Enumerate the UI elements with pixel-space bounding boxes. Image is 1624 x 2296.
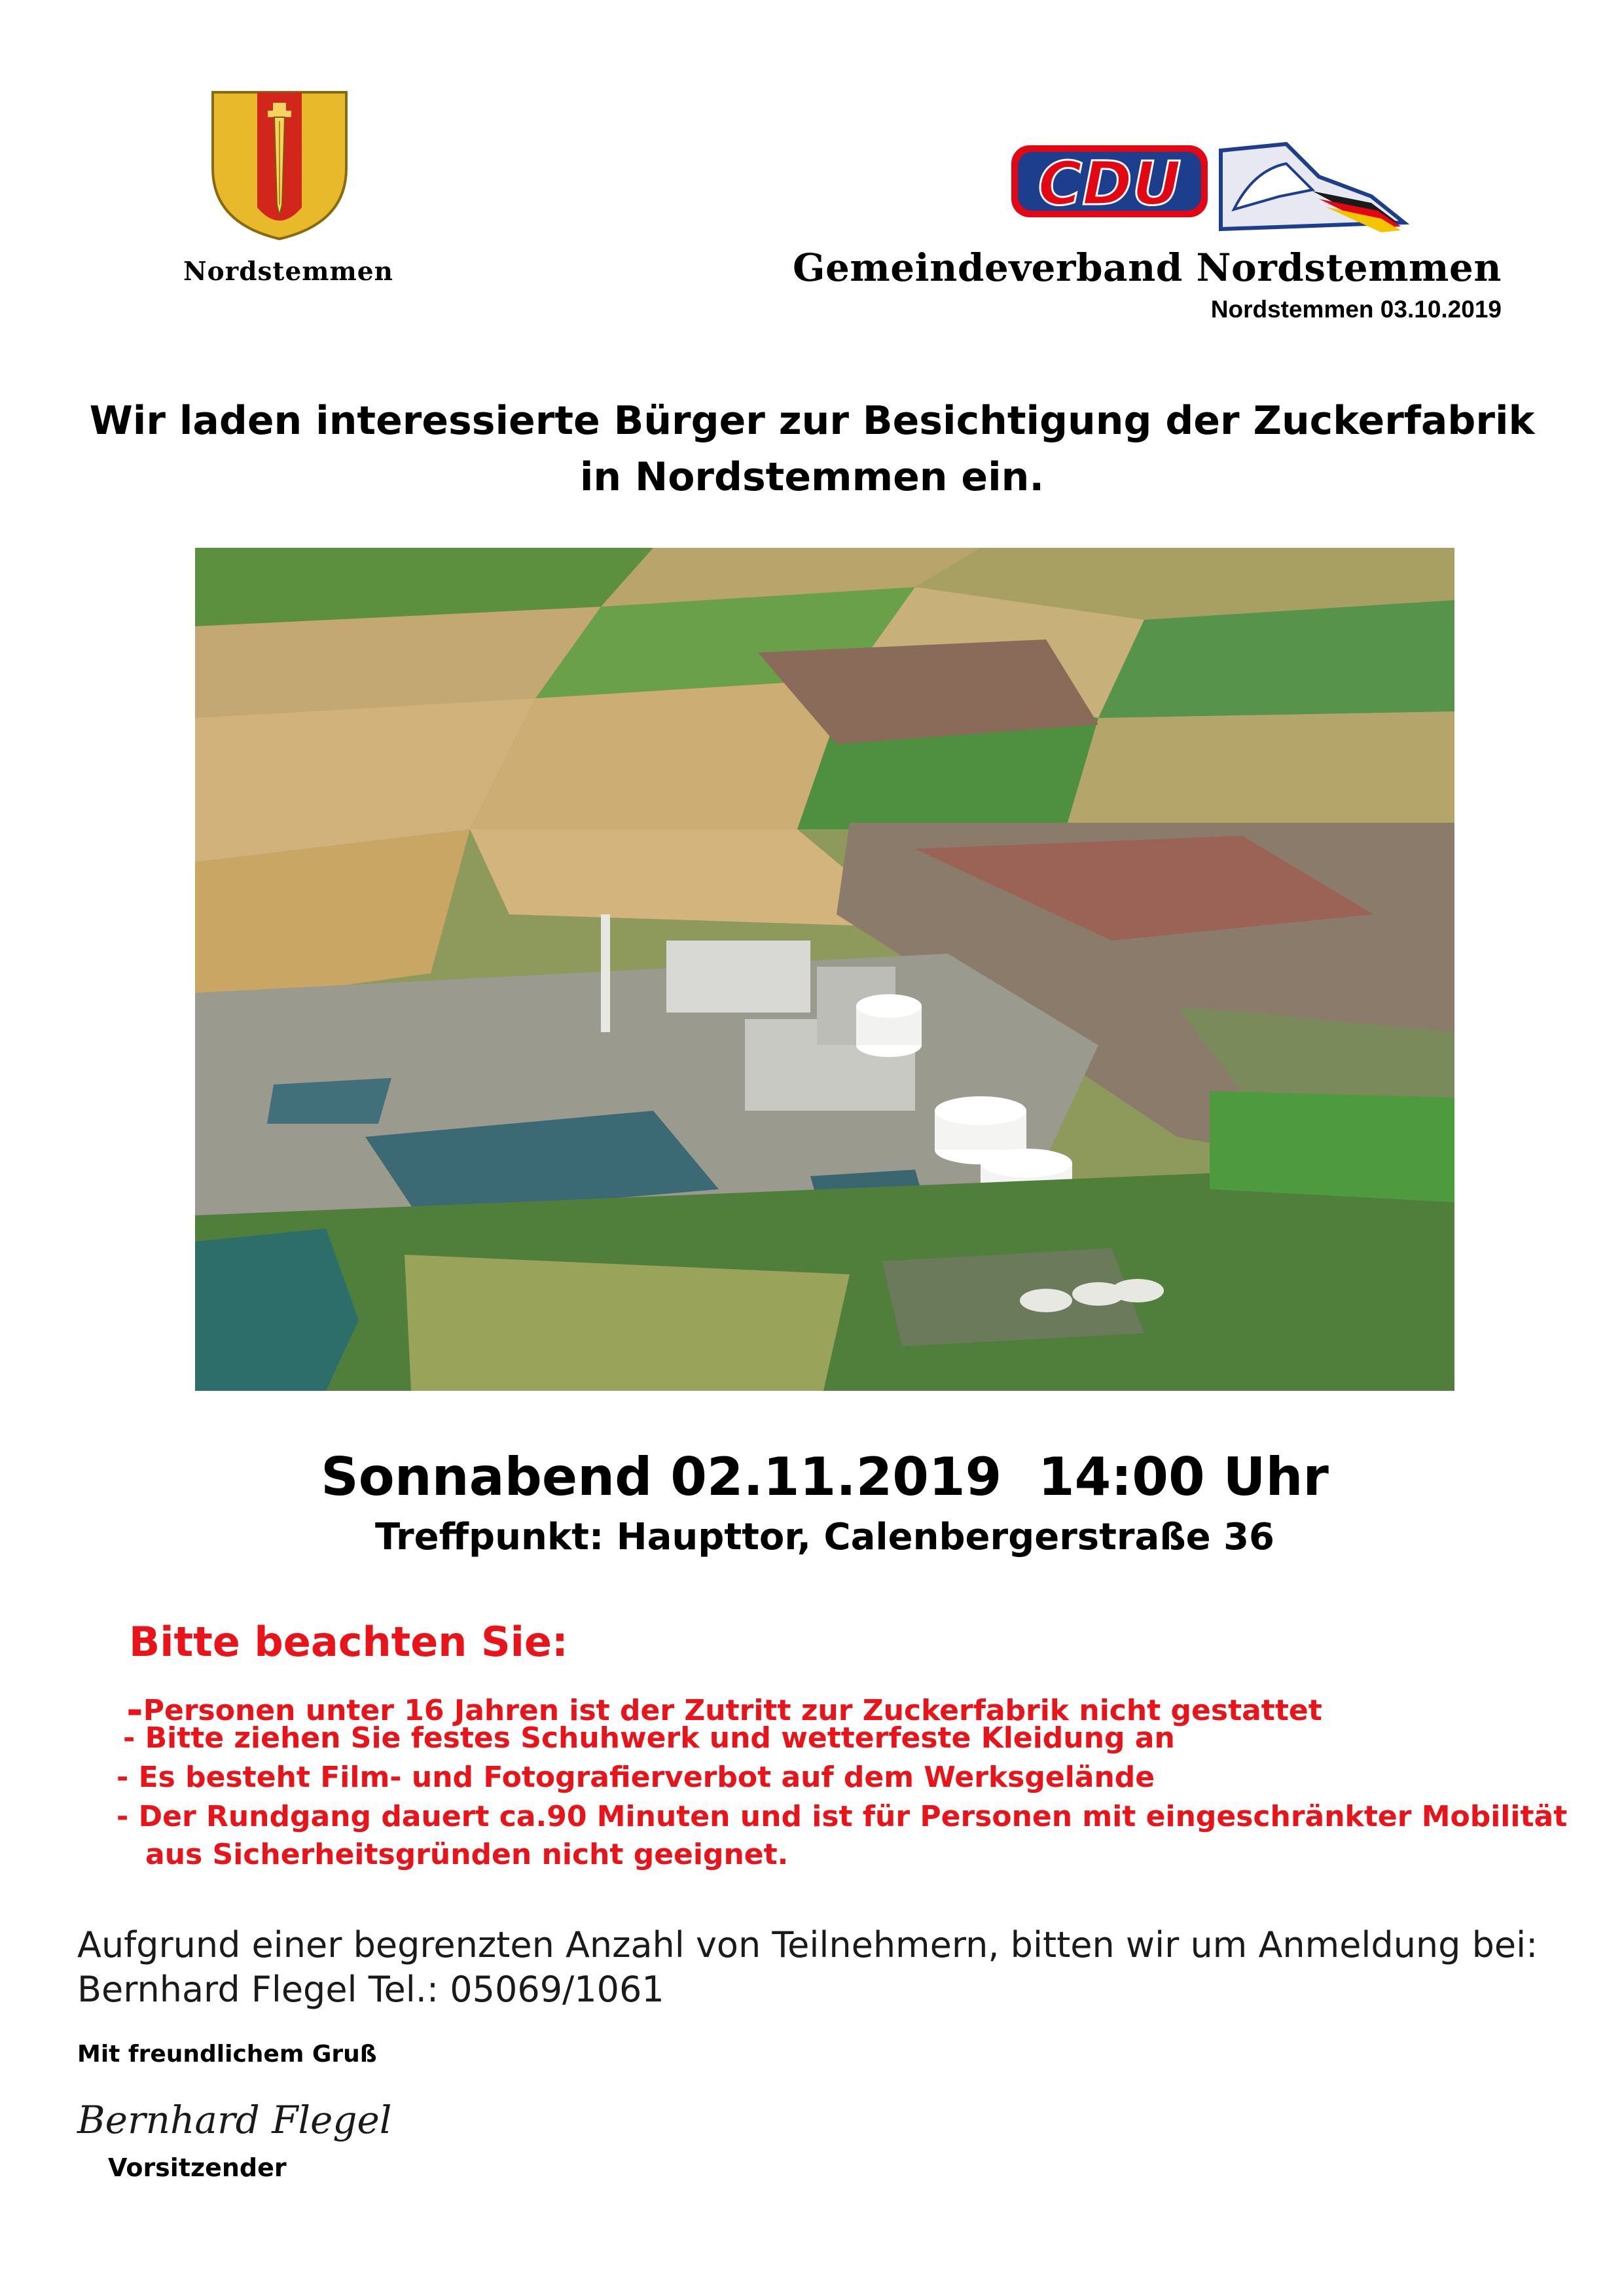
coat-of-arms-logo — [208, 87, 352, 244]
note-item: - Der Rundgang dauert ca.90 Minuten und ist für Personen mit eingeschränkter Mobilität — [117, 1800, 1568, 1833]
note-item: - Es besteht Film- und Fotografierverbot auf dem Werksgelände — [117, 1761, 1155, 1794]
cdu-logo — [1005, 131, 1417, 236]
headline-line-2: in Nordstemmen ein. — [579, 454, 1045, 500]
headline — [65, 393, 1559, 505]
note-item-text: Personen unter 16 Jahren ist der Zutritt zur Zuckerfabrik nicht gestattet — [143, 1694, 1322, 1727]
note-item: -Personen unter 16 Jahren ist der Zutritt zur Zuckerfabrik nicht gestattet — [126, 1686, 1322, 1734]
closing-greeting: Mit freundlichem Gruß — [77, 2041, 377, 2068]
note-item: aus Sicherheitsgründen nicht geeignet. — [145, 1838, 789, 1871]
document-date: Nordstemmen 03.10.2019 — [1210, 296, 1502, 323]
signer-role: Vorsitzender — [108, 2153, 287, 2182]
verband-title: Gemeindeverband Nordstemmen — [792, 245, 1502, 290]
headline-line-1: Wir laden interessierte Bürger zur Besichtigung der Zuckerfabrik — [89, 398, 1535, 444]
meeting-point: Treffpunkt: Haupttor, Calenbergerstraße 36 — [375, 1516, 1274, 1558]
town-label: Nordstemmen — [183, 257, 393, 287]
event-date-time: Sonnabend 02.11.2019 14:00 Uhr — [321, 1446, 1329, 1507]
aerial-photo — [195, 548, 1454, 1391]
notes-title: Bitte beachten Sie: — [129, 1618, 568, 1666]
registration-contact: Bernhard Flegel Tel.: 05069/1061 — [77, 1969, 664, 2010]
note-item: - Bitte ziehen Sie festes Schuhwerk und wetterfeste Kleidung an — [123, 1721, 1175, 1755]
cdu-logo-text: CDU — [1038, 149, 1182, 219]
registration-text: Aufgrund einer begrenzten Anzahl von Teilnehmern, bitten wir um Anmeldung bei: — [77, 1924, 1538, 1965]
signature: Bernhard Flegel — [77, 2098, 392, 2142]
